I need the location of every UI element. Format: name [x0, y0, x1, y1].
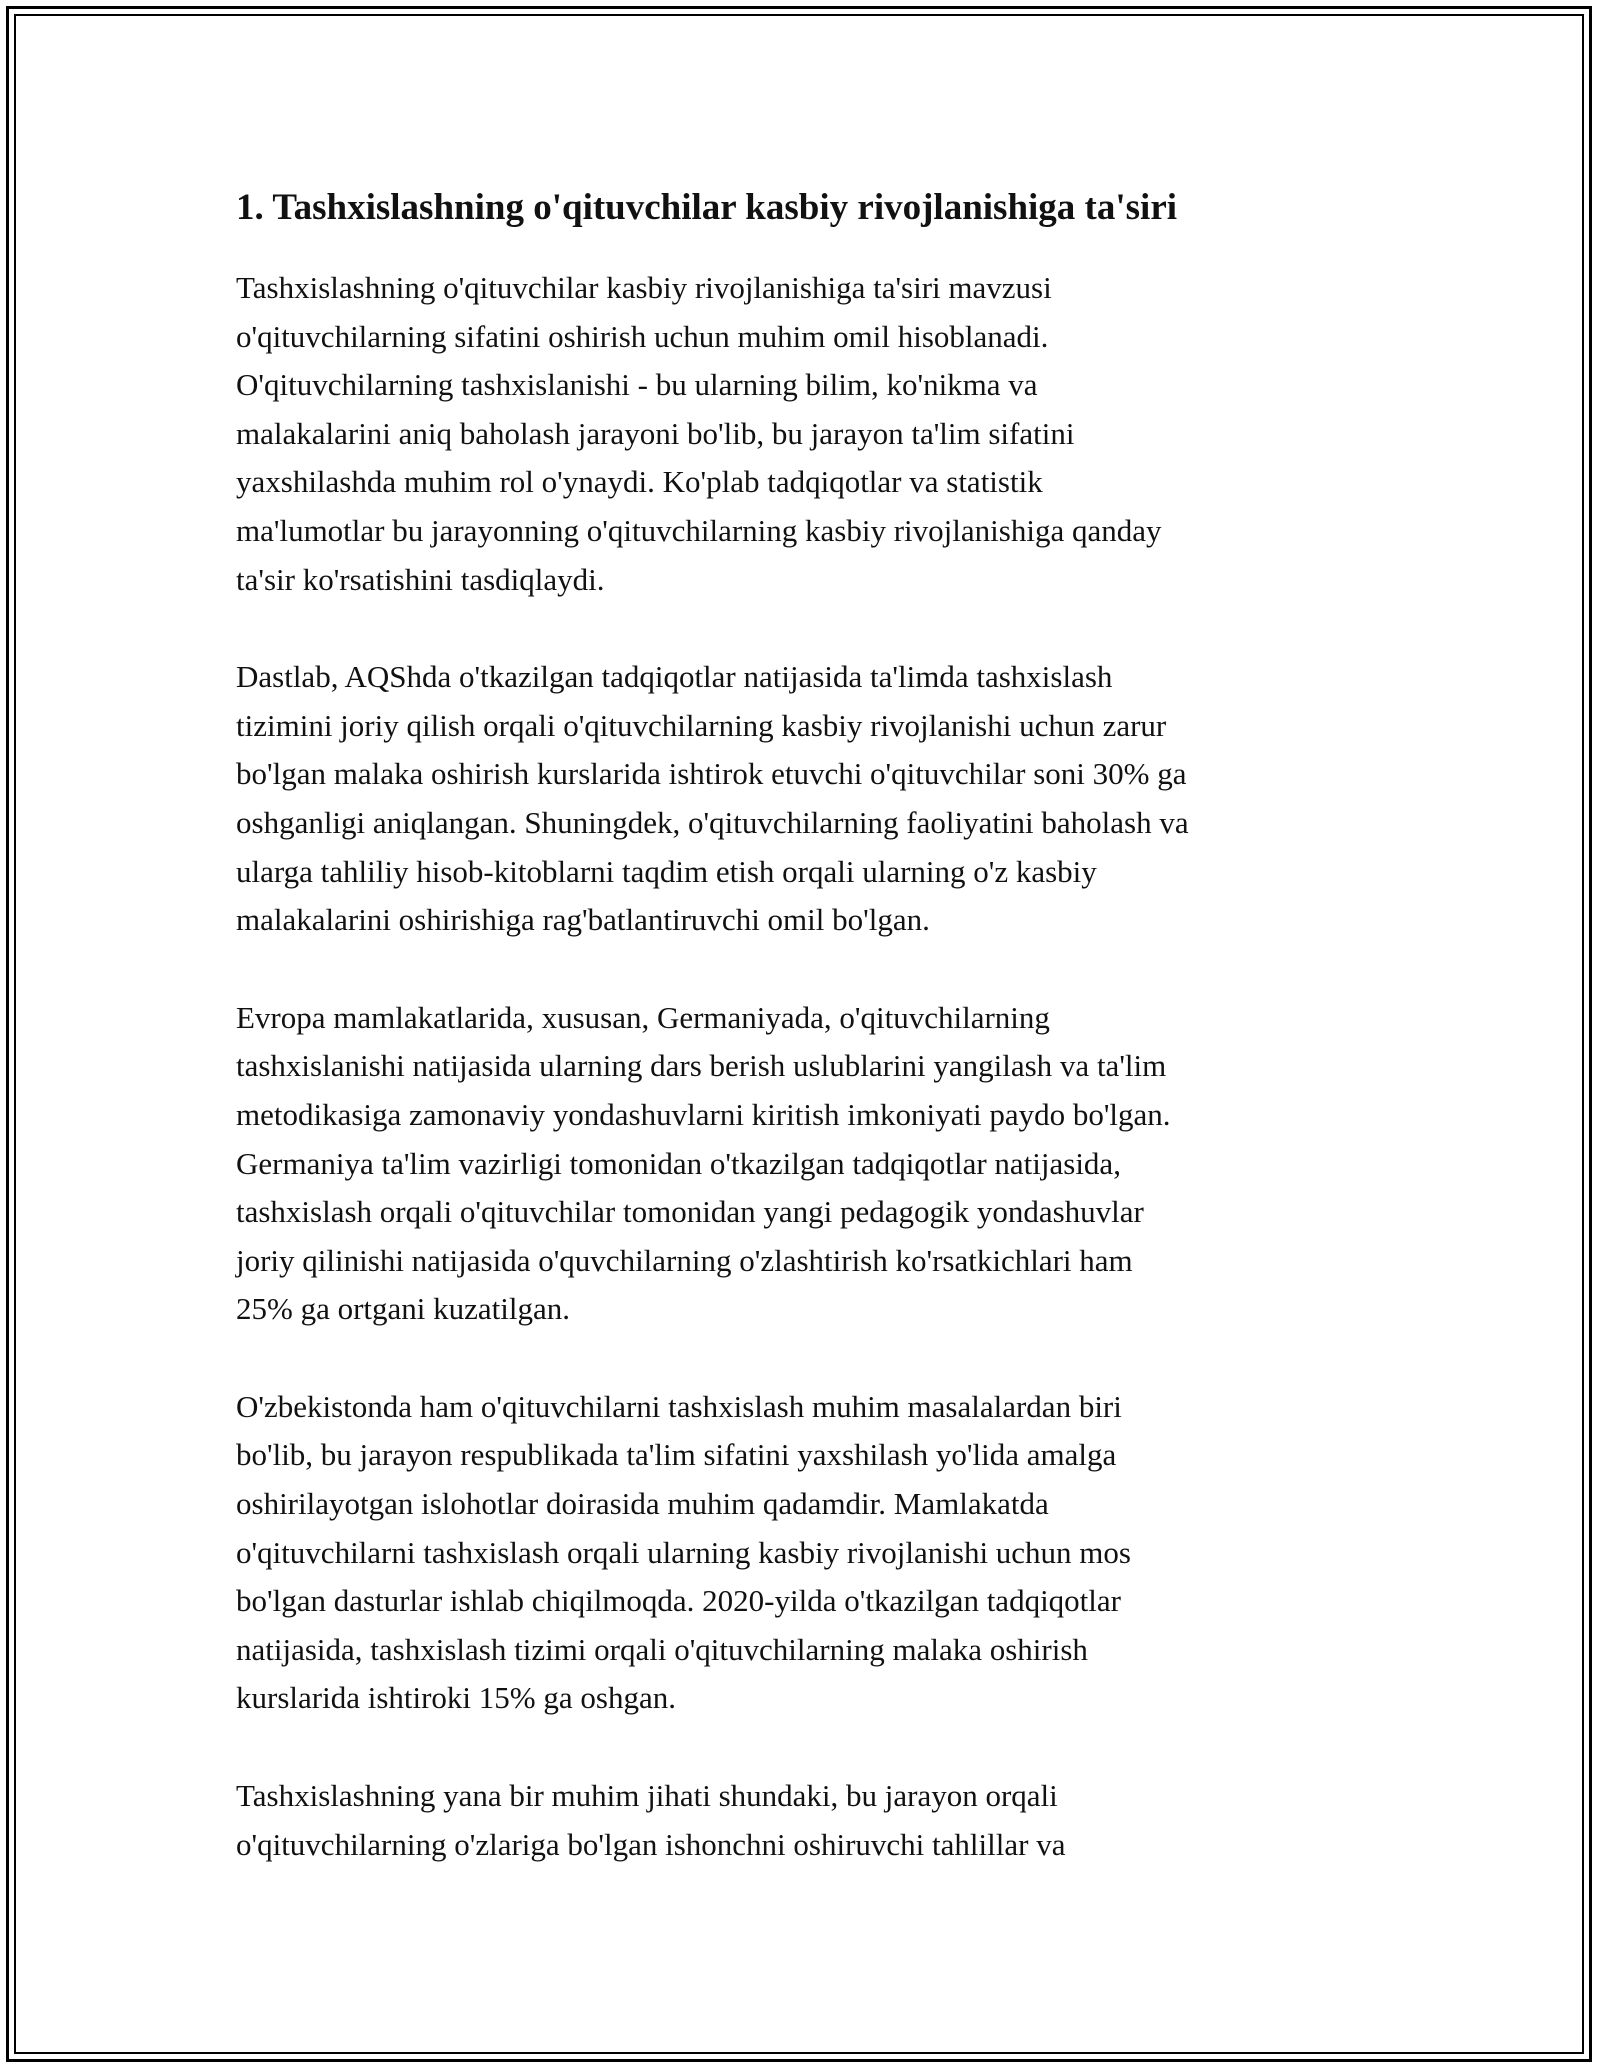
paragraph-europe [236, 994, 1376, 1334]
paragraph-line: o'qituvchilarning o'zlariga bo'lgan ishonchni oshiruvchi tahlillar va [236, 1826, 1066, 1862]
paragraph-line: ta'sir ko'rsatishini tasdiqlaydi. [236, 561, 605, 597]
paragraph-line: O'qituvchilarning tashxislanishi - bu ularning bilim, ko'nikma va [236, 367, 1038, 403]
paragraph-line: oshirilayotgan islohotlar doirasida muhim qadamdir. Mamlakatda [236, 1486, 1049, 1522]
paragraph-line: O'zbekistonda ham o'qituvchilarni tashxislash muhim masalalardan biri [236, 1388, 1122, 1424]
paragraph-uzbekistan [236, 1383, 1376, 1723]
paragraph-line: ma'lumotlar bu jarayonning o'qituvchilarning kasbiy rivojlanishiga qanday [236, 512, 1162, 548]
paragraph-line: tashxislash orqali o'qituvchilar tomonidan yangi pedagogik yondashuvlar [236, 1194, 1144, 1230]
paragraph-line: joriy qilinishi natijasida o'quvchilarning o'zlashtirish ko'rsatkichlari ham [236, 1242, 1133, 1278]
paragraph-line: yaxshilashda muhim rol o'ynaydi. Ko'plab tadqiqotlar va statistik [236, 464, 1043, 500]
paragraph-line: o'qituvchilarning sifatini oshirish uchun muhim omil hisoblanadi. [236, 318, 1049, 354]
paragraph-line: bo'lgan malaka oshirish kurslarida ishtirok etuvchi o'qituvchilar soni 30% ga [236, 756, 1187, 792]
document-body [236, 186, 1376, 1918]
paragraph-line: 25% ga ortgani kuzatilgan. [236, 1291, 571, 1327]
paragraph-line: malakalarini aniq baholash jarayoni bo'lib, bu jarayon ta'lim sifatini [236, 415, 1075, 451]
paragraph-line: bo'lgan dasturlar ishlab chiqilmoqda. 2020-yilda o'tkazilgan tadqiqotlar [236, 1583, 1121, 1619]
section-heading: 1. Tashxislashning o'qituvchilar kasbiy rivojlanishiga ta'siri [236, 187, 1178, 228]
paragraph-line: Dastlab, AQShda o'tkazilgan tadqiqotlar natijasida ta'limda tashxislash [236, 659, 1113, 695]
paragraph-line: kurslarida ishtiroki 15% ga oshgan. [236, 1680, 676, 1716]
paragraph-line: tashxislanishi natijasida ularning dars berish uslublarini yangilash va ta'lim [236, 1048, 1167, 1084]
paragraph-usa [236, 653, 1376, 945]
paragraph-line: ularga tahliliy hisob-kitoblarni taqdim etish orqali ularning o'z kasbiy [236, 853, 1097, 889]
paragraph-line: malakalarini oshirishiga rag'batlantiruvchi omil bo'lgan. [236, 902, 930, 938]
paragraph-intro [236, 264, 1376, 604]
paragraph-line: Evropa mamlakatlarida, xususan, Germaniyada, o'qituvchilarning [236, 999, 1050, 1035]
paragraph-line: natijasida, tashxislash tizimi orqali o'qituvchilarning malaka oshirish [236, 1631, 1088, 1667]
paragraph-line: o'qituvchilarni tashxislash orqali ularning kasbiy rivojlanishi uchun mos [236, 1534, 1131, 1570]
paragraph-line: bo'lib, bu jarayon respublikada ta'lim sifatini yaxshilash yo'lida amalga [236, 1437, 1117, 1473]
paragraph-line: Germaniya ta'lim vazirligi tomonidan o'tkazilgan tadqiqotlar natijasida, [236, 1145, 1121, 1181]
paragraph-line: metodikasiga zamonaviy yondashuvlarni kiritish imkoniyati paydo bo'lgan. [236, 1096, 1171, 1132]
paragraph-line: oshganligi aniqlangan. Shuningdek, o'qituvchilarning faoliyatini baholash va [236, 804, 1189, 840]
paragraph-confidence [236, 1772, 1376, 1869]
paragraph-line: Tashxislashning o'qituvchilar kasbiy rivojlanishiga ta'siri mavzusi [236, 270, 1052, 305]
paragraph-line: Tashxislashning yana bir muhim jihati shundaki, bu jarayon orqali [236, 1778, 1058, 1814]
paragraph-line: tizimini joriy qilish orqali o'qituvchilarning kasbiy rivojlanishi uchun zarur [236, 707, 1167, 743]
